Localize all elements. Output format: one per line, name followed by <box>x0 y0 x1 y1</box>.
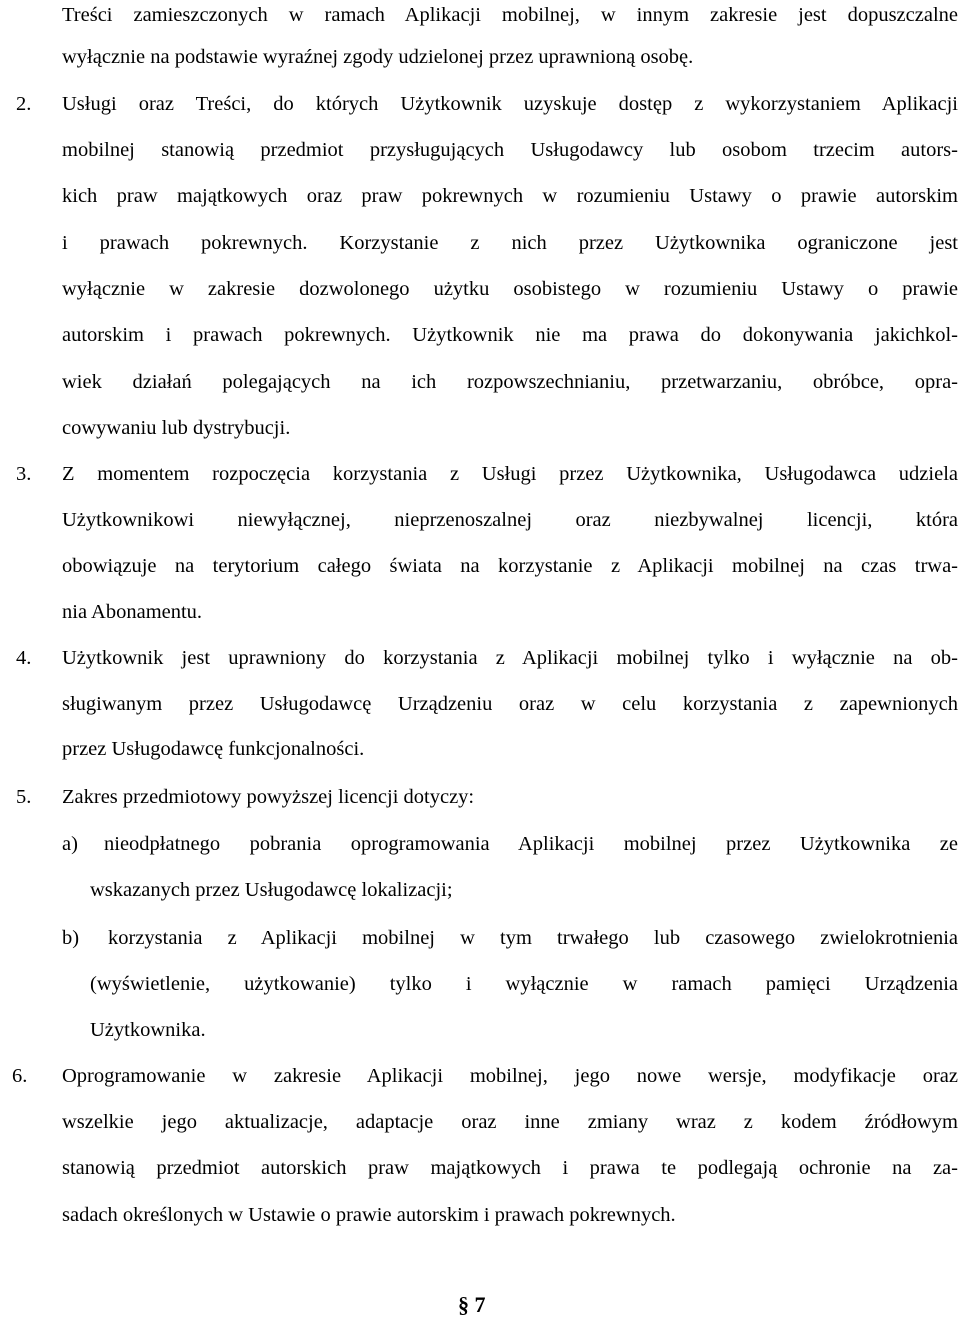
paragraph-line: sługiwanym przez Usługodawcę Urządzeniu oraz w celu korzystania z zapewnionych <box>62 693 958 715</box>
subitem-letter: a) <box>62 833 78 855</box>
paragraph-line: Użytkownika. <box>90 1019 206 1041</box>
paragraph-line: mobilnej stanowią przedmiot przysługujących Usługodawcy lub osobom trzecim autors- <box>62 139 958 161</box>
paragraph-line: wszelkie jego aktualizacje, adaptacje oraz inne zmiany wraz z kodem źródłowym <box>62 1111 958 1133</box>
paragraph-line: autorskim i prawach pokrewnych. Użytkownik nie ma prawa do dokonywania jakichkol- <box>62 324 958 346</box>
paragraph-line: Usługi oraz Treści, do których Użytkownik uzyskuje dostęp z wykorzystaniem Aplikacji <box>62 93 958 115</box>
item-number: 6. <box>12 1065 28 1087</box>
paragraph-line: wiek działań polegających na ich rozpowszechnianiu, przetwarzaniu, obróbce, opra- <box>62 371 958 393</box>
subitem-letter: b) <box>62 927 80 949</box>
paragraph-line: wyłącznie na podstawie wyraźnej zgody udzielonej przez uprawnioną osobę. <box>62 46 694 68</box>
item-number: 4. <box>16 647 32 669</box>
paragraph-line: cowywaniu lub dystrybucji. <box>62 417 291 439</box>
paragraph-line: Treści zamieszczonych w ramach Aplikacji mobilnej, w innym zakresie jest dopuszczalne <box>62 4 958 26</box>
paragraph-line: obowiązuje na terytorium całego świata na korzystanie z Aplikacji mobilnej na czas trwa- <box>62 555 958 577</box>
paragraph-line: wyłącznie w zakresie dozwolonego użytku osobistego w rozumieniu Ustawy o prawie <box>62 278 958 300</box>
paragraph-line: korzystania z Aplikacji mobilnej w tym trwałego lub czasowego zwielokrotnienia <box>108 927 958 949</box>
paragraph-line: Zakres przedmiotowy powyższej licencji dotyczy: <box>62 786 475 808</box>
paragraph-line: wskazanych przez Usługodawcę lokalizacji; <box>90 879 453 901</box>
item-number: 3. <box>16 463 32 485</box>
paragraph-line: Użytkownik jest uprawniony do korzystania z Aplikacji mobilnej tylko i wyłącznie na ob- <box>62 647 958 669</box>
paragraph-line: przez Usługodawcę funkcjonalności. <box>62 738 365 760</box>
section-number: § 7 <box>458 1292 486 1317</box>
paragraph-line: nia Abonamentu. <box>62 601 203 623</box>
item-number: 5. <box>16 786 32 808</box>
paragraph-line: Użytkownikowi niewyłącznej, nieprzenoszalnej oraz niezbywalnej licencji, która <box>62 509 958 531</box>
item-number: 2. <box>16 93 32 115</box>
paragraph-line: kich praw majątkowych oraz praw pokrewnych w rozumieniu Ustawy o prawie autorskim <box>62 185 958 207</box>
paragraph-line: nieodpłatnego pobrania oprogramowania Aplikacji mobilnej przez Użytkownika ze <box>104 833 958 855</box>
paragraph-line: i prawach pokrewnych. Korzystanie z nich przez Użytkownika ograniczone jest <box>62 232 958 254</box>
paragraph-line: Oprogramowanie w zakresie Aplikacji mobilnej, jego nowe wersje, modyfikacje oraz <box>62 1065 958 1087</box>
paragraph-line: stanowią przedmiot autorskich praw majątkowych i prawa te podlegają ochronie na za- <box>62 1157 958 1179</box>
paragraph-line: (wyświetlenie, użytkowanie) tylko i wyłącznie w ramach pamięci Urządzenia <box>90 973 958 995</box>
paragraph-line: sadach określonych w Ustawie o prawie autorskim i prawach pokrewnych. <box>62 1204 676 1226</box>
paragraph-line: Z momentem rozpoczęcia korzystania z Usługi przez Użytkownika, Usługodawca udziela <box>62 463 958 485</box>
